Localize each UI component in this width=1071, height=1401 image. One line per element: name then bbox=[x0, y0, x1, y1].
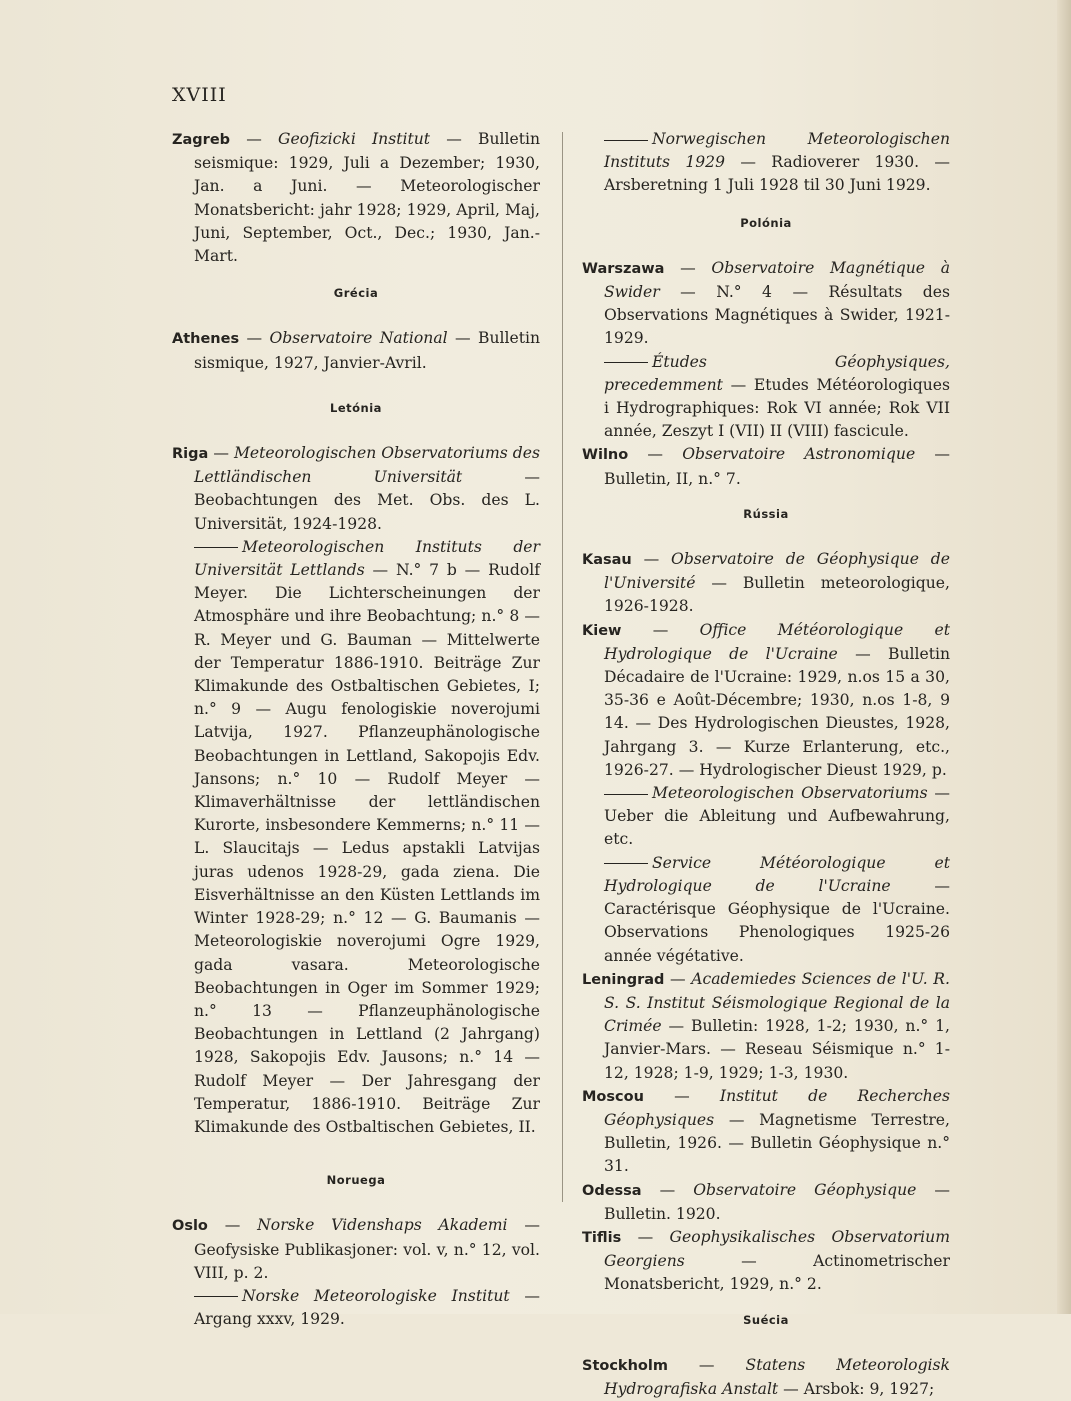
entry-kiew-sub: Meteorologischen Observatoriums — Ueber die Ableitung und Aufbewahrung, etc. bbox=[604, 784, 950, 849]
entry-oslo-sub: Norske Meteorologiske Institut — Argang xxxv, 1929. bbox=[194, 1286, 540, 1329]
entry-text: Arsbok: 9, 1927; bbox=[803, 1379, 935, 1398]
institution: Observatoire Géophysique bbox=[693, 1180, 917, 1199]
entry-text: Geofysiske Publikasjoner: vol. v, n.° 12, vol. VIII, p. 2. bbox=[194, 1240, 540, 1282]
city-name: Kasau bbox=[582, 552, 632, 569]
entry-text: Bulletin seismique: 1929, Juli a Dezember; 1930, Jan. a Juni. — Meteorologischer Monatsbericht: jahr 1928; 1929, April, Maj, Juni, September, Oct., Dec.; 1930, Jan.-Mart. bbox=[194, 130, 540, 266]
entry-athenes: Athenes — Observatoire National — Bulletin sismique, 1927, Janvier-Avril. bbox=[172, 329, 541, 372]
institution: Institut de Recherches Géophysiques bbox=[604, 1086, 950, 1129]
left-column bbox=[172, 128, 540, 1331]
entry-odessa: Odessa — Observatoire Géophysique — Bulletin. 1920. bbox=[582, 1180, 950, 1223]
entry-zagreb: Zagreb — Geofizicki Institut — Bulletin seismique: 1929, Juli a Dezember; 1930, Jan. a Juni. — Meteorologischer Monatsbericht: jahr 1928; 1929, April, Maj, Juni, September, Oct., Dec.; 1930, Jan.-Mart. bbox=[172, 130, 540, 266]
institution: Office Météorologique et Hydrologique de l'Ucraine bbox=[604, 620, 950, 663]
entry-stockholm: Stockholm — Statens Meteorologisk Hydrografiska Anstalt — Arsbok: 9, 1927; bbox=[582, 1355, 950, 1398]
ditto-dash bbox=[604, 140, 648, 141]
section-heading: Rússia bbox=[743, 506, 789, 521]
institution: Geophysikalisches Observatorium Georgiens bbox=[604, 1227, 950, 1271]
entry-text: N.° 4 — Résultats des Observations Magnétiques à Swider, 1921-1929. bbox=[604, 283, 950, 348]
city-name: Athenes bbox=[172, 331, 240, 348]
ditto-dash bbox=[194, 547, 238, 548]
section-heading: Grécia bbox=[333, 286, 379, 301]
city-name: Zagreb bbox=[172, 132, 231, 148]
institution: Observatoire Astronomique bbox=[682, 445, 916, 464]
entry-text: Argang xxxv, 1929. bbox=[194, 1310, 345, 1329]
entry-leningrad: Leningrad — Academiedes Sciences de l'U. R. S. S. Institut Séismologique Regional de la Crimée — Bulletin: 1928, 1-2; 1930, n.° 1, Janvier-Mars. — Reseau Séismique n.° 1-12, 1928; 1-9, 1929; 1-3, 1930. bbox=[582, 969, 950, 1082]
entry-text: Caractérisque Géophysique de l'Ucraine. Observations Phenologiques 1925-26 année végétative. bbox=[604, 900, 950, 965]
entry-kiew-sub: Service Météorologique et Hydrologique de l'Ucraine — Caractérisque Géophysique de l'Ucraine. Observations Phenologiques 1925-26 année végétative. bbox=[604, 853, 950, 965]
city-name: Kiew bbox=[582, 622, 622, 639]
city-name: Leningrad bbox=[582, 971, 665, 988]
institution: Meteorologischen Observatoriums bbox=[652, 784, 928, 803]
institution: Service Météorologique et Hydrologique de l'Ucraine bbox=[604, 853, 950, 895]
institution: Observatoire de Géophysique de l'Université bbox=[604, 550, 950, 593]
institution: Academiedes Sciences de l'U. R. S. S. Institut Séismologique Regional de la Crimée bbox=[604, 969, 950, 1036]
city-name: Riga bbox=[172, 446, 209, 463]
entry-text: Bulletin Décadaire de l'Ucraine: 1929, n.os 15 a 30, 35-36 e Août-Décembre; 1930, n.os 1-8, 9 14. — Des Hydrologischen Dieustes, 1928, Jahrgang 3. — Kurze Erlanterung, etc., 1926-27. — Hydrologischer Dieust 1929, p. bbox=[604, 644, 950, 779]
entry-warszawa-sub: Études Géophysiques, precedemment — Etudes Météorologiques i Hydrographiques: Rok VI année; Rok VII année, Zeszyt I (VII) II (VIII) fascicule. bbox=[604, 352, 950, 441]
institution: Norske Videnshaps Akademi bbox=[257, 1216, 508, 1235]
entry-wilno: Wilno — Observatoire Astronomique — Bulletin, II, n.° 7. bbox=[582, 445, 950, 488]
entry-text: Actinometrischer Monatsbericht, 1929, n.° 2. bbox=[604, 1252, 950, 1294]
section-heading: Suécia bbox=[743, 1312, 789, 1327]
page-edge bbox=[1057, 0, 1071, 1314]
institution: Études Géophysiques, precedemment bbox=[604, 352, 950, 394]
ditto-dash bbox=[604, 794, 648, 795]
ditto-dash bbox=[604, 362, 648, 363]
section-heading: Polónia bbox=[740, 215, 792, 230]
entry-text: Beobachtungen des Met. Obs. des L. Universität, 1924-1928. bbox=[194, 491, 540, 533]
entry-moscou: Moscou — Institut de Recherches Géophysiques — Magnetisme Terrestre, Bulletin, 1926. — Bulletin Géophysique n.° 31. bbox=[582, 1086, 950, 1176]
city-name: Moscou bbox=[582, 1088, 644, 1105]
institution: Observatoire National bbox=[269, 329, 448, 348]
institution: Meteorologischen Instituts der Universität Lettlands bbox=[194, 537, 540, 580]
institution: Meteorologischen Observatoriums des Lettländischen Universität bbox=[194, 444, 540, 487]
institution: Norske Meteorologiske Institut bbox=[242, 1286, 510, 1305]
page-number: XVIII bbox=[172, 84, 227, 106]
entry-riga-sub: Meteorologischen Instituts der Universität Lettlands — N.° 7 b — Rudolf Meyer. Die Lichterscheinungen der Atmosphäre und ihre Beobachtung; n.° 8 — R. Meyer und G. Bauman — Mittelwerte der Temperatur 1886-1910. Beiträge Zur Klimakunde des Ostbaltischen Gebietes, I; n.° 9 — Augu fenologiskie noverojumi Latvija, 1927. Pflanzeuphänologische Beobachtungen in Lettland, Sakopojis Edv. Jansons; n.° 10 — Rudolf Meyer — Klimaverhältnisse der lettländischen Kurorte, insbesondere Kemmerns; n.° 11 — L. Slaucitajs — Ledus apstakli Latvijas juras udenos 1928-29, gada ziena. Die Eisverhältnisse an den Küsten Lettlands im Winter 1928-29; n.° 12 — G. Baumanis — Meteorologiskie noverojumi Ogre 1929, gada vasara. Meteorologische Beobachtungen in Oger im Sommer 1929; n.° 13 — Pflanzeuphänologische Beobachtungen in Lettland (2 Jahrgang) 1928, Sakopojis Edv. Jausons; n.° 14 — Rudolf Meyer — Der Jahresgang der Temperatur, 1886-1910. Beiträge Zur Klimakunde des Ostbaltischen Gebietes, II. bbox=[194, 537, 541, 1136]
entry-text: Magnetisme Terrestre, Bulletin, 1926. — Bulletin Géophysique n.° 31. bbox=[604, 1110, 950, 1176]
column-divider bbox=[562, 132, 563, 1202]
institution: Norwegischen Meteorologischen Instituts 1929 bbox=[604, 130, 950, 172]
institution: Geofizicki Institut bbox=[277, 130, 431, 148]
institution: Statens Meteorologisk Hydrografiska Anstalt bbox=[604, 1355, 950, 1398]
entry-warszawa: Warszawa — Observatoire Magnétique à Swider — N.° 4 — Résultats des Observations Magnétiques à Swider, 1921-1929. bbox=[582, 258, 950, 348]
ditto-dash bbox=[604, 863, 648, 864]
entry-kasau: Kasau — Observatoire de Géophysique de l'Université — Bulletin meteorologique, 1926-1928. bbox=[582, 550, 950, 616]
city-name: Odessa bbox=[582, 1182, 642, 1199]
right-column bbox=[582, 128, 950, 1401]
entry-text: Bulletin. 1920. bbox=[604, 1204, 721, 1223]
city-name: Wilno bbox=[582, 447, 629, 464]
entry-oslo-continued: Norwegischen Meteorologischen Instituts 1929 — Radioverer 1930. — Arsberetning 1 Juli 1928 til 30 Juni 1929. bbox=[604, 130, 950, 195]
section-heading: Letónia bbox=[330, 400, 382, 415]
entry-text: N.° 7 b — Rudolf Meyer. Die Lichterscheinungen der Atmosphäre und ihre Beobachtung; n.° 8 — R. Meyer und G. Bauman — Mittelwerte der Temperatur 1886-1910. Beiträge Zur Klimakunde des Ostbaltischen Gebietes, I; n.° 9 — Augu fenologiskie noverojumi Latvija, 1927. Pflanzeuphänologische Beobachtungen in Lettland, Sakopojis Edv. Jansons; n.° 10 — Rudolf Meyer — Klimaverhältnisse der lettländischen Kurorte, insbesondere Kemmerns; n.° 11 — L. Slaucitajs — Ledus apstakli Latvijas juras udenos 1928-29, gada ziena. Die Eisverhältnisse an den Küsten Lettlands im Winter 1928-29; n.° 12 — G. Baumanis — Meteorologiskie noverojumi Ogre 1929, gada vasara. Meteorologische Beobachtungen in Oger im Sommer 1929; n.° 13 — Pflanzeuphänologische Beobachtungen in Lettland (2 Jahrgang) 1928, Sakopojis Edv. Jausons; n.° 14 — Rudolf Meyer — Der Jahresgang der Temperatur, 1886-1910. Beiträge Zur Klimakunde des Ostbaltischen Gebietes, II. bbox=[194, 561, 541, 1136]
institution: Observatoire Magnétique à Swider bbox=[604, 258, 950, 302]
entry-text: Bulletin meteorologique, 1926-1928. bbox=[604, 574, 950, 616]
entry-oslo: Oslo — Norske Videnshaps Akademi — Geofysiske Publikasjoner: vol. v, n.° 12, vol. VIII, p. 2. bbox=[172, 1216, 540, 1282]
entry-text: Etudes Météorologiques i Hydrographiques: Rok VI année; Rok VII année, Zeszyt I (VII) II (VIII) fascicule. bbox=[604, 375, 950, 441]
section-heading: Noruega bbox=[326, 1173, 386, 1188]
entry-riga: Riga — Meteorologischen Observatoriums des Lettländischen Universität — Beobachtungen des Met. Obs. des L. Universität, 1924-1928. bbox=[172, 444, 540, 533]
entry-text: Bulletin, II, n.° 7. bbox=[604, 469, 741, 488]
entry-text: Radioverer 1930. — Arsberetning 1 Juli 1928 til 30 Juni 1929. bbox=[604, 153, 950, 195]
city-name: Oslo bbox=[172, 1218, 208, 1235]
entry-tiflis: Tiflis — Geophysikalisches Observatorium Georgiens — Actinometrischer Monatsbericht, 1929, n.° 2. bbox=[582, 1227, 950, 1294]
entry-text: Bulletin sismique, 1927, Janvier-Avril. bbox=[194, 329, 541, 372]
entry-text: Bulletin: 1928, 1-2; 1930, n.° 1, Janvier-Mars. — Reseau Séismique n.° 1-12, 1928; 1-9, 1929; 1-3, 1930. bbox=[604, 1017, 950, 1082]
city-name: Stockholm bbox=[582, 1357, 668, 1374]
city-name: Tiflis bbox=[582, 1229, 622, 1246]
ditto-dash bbox=[194, 1296, 238, 1297]
entry-text: Ueber die Ableitung und Aufbewahrung, etc. bbox=[604, 807, 950, 849]
city-name: Warszawa bbox=[582, 260, 665, 277]
entry-kiew: Kiew — Office Météorologique et Hydrologique de l'Ucraine — Bulletin Décadaire de l'Ucraine: 1929, n.os 15 a 30, 35-36 e Août-Décembre; 1930, n.os 1-8, 9 14. — Des Hydrologischen Dieustes, 1928, Jahrgang 3. — Kurze Erlanterung, etc., 1926-27. — Hydrologischer Dieust 1929, p. bbox=[582, 620, 950, 779]
